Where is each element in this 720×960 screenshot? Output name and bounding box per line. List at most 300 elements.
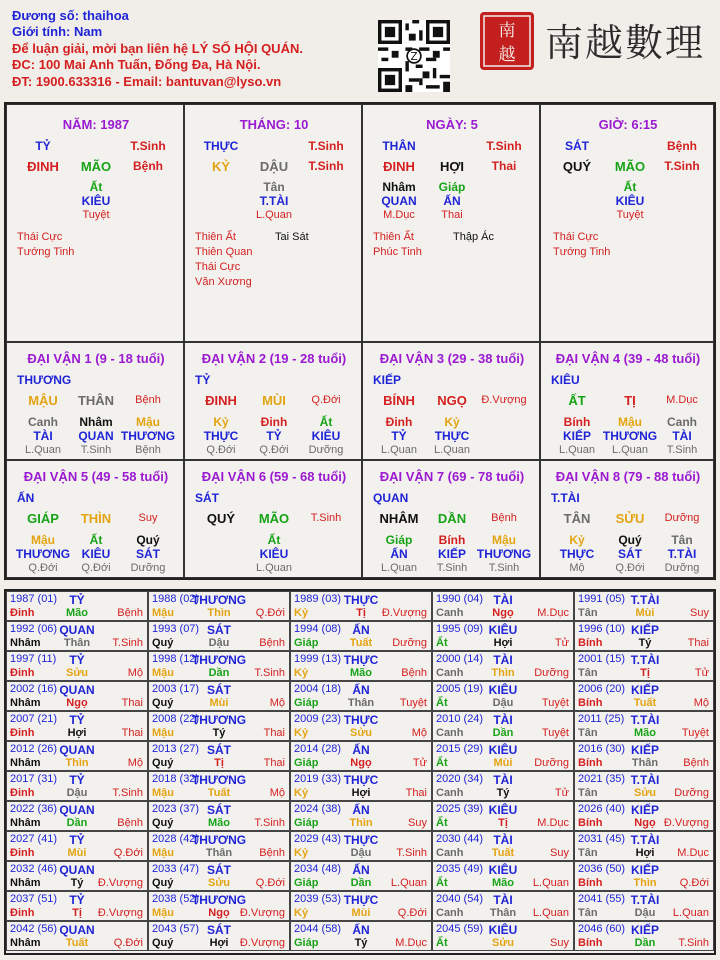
year-stem: Giáp bbox=[294, 877, 319, 889]
year-label: 2009 (23) bbox=[294, 713, 342, 725]
luck-period-can: NHÂM bbox=[379, 511, 419, 526]
year-label: 2001 (15) bbox=[578, 653, 626, 665]
year-cell[interactable] bbox=[432, 831, 574, 861]
pillar-note: Thiên Quan bbox=[195, 246, 253, 258]
year-stem: Mậu bbox=[152, 607, 174, 619]
year-stem: Ất bbox=[436, 937, 448, 949]
year-star: KIÊU bbox=[488, 743, 518, 757]
luck-period-title: ĐẠI VẬN 2 (19 - 28 tuổi) bbox=[201, 351, 347, 366]
luck-period-can: QUÝ bbox=[206, 511, 236, 526]
year-stem: Ất bbox=[436, 637, 448, 649]
year-stem: Ất bbox=[436, 697, 448, 709]
year-branch: Mão bbox=[634, 727, 656, 739]
pillar-note: Phúc Tinh bbox=[373, 246, 422, 258]
year-stem: Mậu bbox=[152, 907, 174, 919]
year-label: 2012 (26) bbox=[10, 743, 58, 755]
year-star: QUAN bbox=[59, 623, 95, 637]
year-cell[interactable] bbox=[290, 651, 432, 681]
pillar-note: Tướng Tinh bbox=[17, 246, 75, 258]
year-star: THỰC bbox=[343, 833, 379, 847]
hidden-star: KIẾP bbox=[562, 429, 592, 443]
year-branch: Mão bbox=[208, 817, 230, 829]
year-stem: Quý bbox=[152, 937, 174, 949]
year-stem: Bính bbox=[578, 817, 603, 829]
hidden-stem: Ất bbox=[623, 180, 637, 194]
year-label: 2035 (49) bbox=[436, 863, 484, 875]
year-cell[interactable] bbox=[290, 591, 432, 621]
hidden-stem: Quý bbox=[618, 533, 642, 547]
year-stem: Mậu bbox=[152, 727, 174, 739]
qr-code-icon[interactable] bbox=[378, 20, 450, 92]
hidden-stage: Dưỡng bbox=[308, 444, 344, 456]
year-cell[interactable] bbox=[290, 801, 432, 831]
hidden-stem: Mậu bbox=[618, 415, 642, 429]
year-star: KIẾP bbox=[630, 863, 660, 877]
year-stage: Tử bbox=[554, 787, 569, 799]
year-label: 1997 (11) bbox=[10, 653, 57, 665]
year-star: KIẾP bbox=[630, 623, 660, 637]
year-cell[interactable] bbox=[148, 861, 290, 891]
year-stage: Q.Đới bbox=[255, 607, 285, 619]
year-stage: Dưỡng bbox=[674, 787, 709, 799]
year-star: TÀI bbox=[493, 833, 513, 847]
hidden-star: TỶ bbox=[391, 429, 407, 443]
pillar-chi: MÃO bbox=[80, 159, 112, 174]
annual-years-grid bbox=[4, 589, 716, 955]
hidden-stem: Nhâm bbox=[79, 415, 113, 429]
pillar-stage-top: Bệnh bbox=[667, 139, 697, 153]
year-label: 2043 (57) bbox=[152, 923, 200, 935]
hidden-stem: Mậu bbox=[492, 533, 516, 547]
pillar-note: Tướng Tinh bbox=[553, 246, 611, 258]
hidden-star: THƯƠNG bbox=[15, 547, 71, 561]
luck-period-5[interactable] bbox=[6, 460, 184, 578]
year-stage: Bệnh bbox=[683, 757, 709, 769]
year-star: THƯƠNG bbox=[191, 893, 247, 907]
year-label: 2025 (39) bbox=[436, 803, 484, 815]
year-stage: Bệnh bbox=[401, 667, 427, 679]
luck-period-can: TÂN bbox=[563, 511, 591, 526]
year-cell[interactable] bbox=[6, 921, 148, 951]
pillar-note: Thiên Ất bbox=[195, 231, 236, 243]
year-cell[interactable] bbox=[432, 621, 574, 651]
luck-period-chi: SỬU bbox=[615, 511, 645, 526]
year-cell[interactable] bbox=[148, 801, 290, 831]
pillar-chi: DẬU bbox=[259, 159, 289, 174]
year-cell[interactable] bbox=[574, 711, 714, 741]
year-cell[interactable] bbox=[148, 711, 290, 741]
hidden-star: SÁT bbox=[618, 547, 642, 561]
year-cell[interactable] bbox=[148, 921, 290, 951]
year-star: T.TÀI bbox=[630, 773, 660, 787]
year-label: 2037 (51) bbox=[10, 893, 58, 905]
year-label: 2015 (29) bbox=[436, 743, 484, 755]
luck-period-2[interactable] bbox=[184, 342, 362, 460]
pillar-can: ĐINH bbox=[383, 159, 415, 174]
luck-period-7[interactable] bbox=[362, 460, 540, 578]
year-stem: Đinh bbox=[10, 847, 35, 859]
svg-text:Z: Z bbox=[410, 50, 418, 63]
year-cell[interactable] bbox=[290, 831, 432, 861]
year-star: THỰC bbox=[343, 713, 379, 727]
luck-period-stage: Đ.Vượng bbox=[481, 394, 527, 406]
pillar-chi: HỢI bbox=[439, 159, 465, 174]
year-cell[interactable] bbox=[6, 651, 148, 681]
year-stage: Thai bbox=[405, 787, 427, 799]
gender-label: Giới tính: bbox=[12, 24, 71, 40]
name-label: Đương số: bbox=[12, 8, 80, 23]
luck-period-stage: Q.Đới bbox=[311, 394, 341, 406]
year-star: SÁT bbox=[207, 683, 231, 697]
year-star: KIÊU bbox=[488, 923, 518, 937]
year-stage: M.Dục bbox=[395, 937, 427, 949]
year-stage: T.Sinh bbox=[112, 787, 143, 799]
year-stem: Kỷ bbox=[294, 787, 309, 799]
year-cell[interactable] bbox=[574, 891, 714, 921]
year-branch: Tị bbox=[356, 607, 366, 619]
year-star: QUAN bbox=[59, 863, 95, 877]
hidden-star: SÁT bbox=[136, 547, 160, 561]
year-stem: Canh bbox=[436, 787, 464, 799]
luck-period-title: ĐẠI VẬN 4 (39 - 48 tuổi) bbox=[555, 351, 701, 366]
hidden-stage: Tuyệt bbox=[616, 209, 644, 221]
year-cell[interactable] bbox=[6, 621, 148, 651]
year-cell[interactable] bbox=[432, 681, 574, 711]
year-branch: Tý bbox=[354, 937, 368, 949]
year-cell[interactable] bbox=[6, 591, 148, 621]
year-stem: Canh bbox=[436, 847, 464, 859]
year-stage: Mộ bbox=[127, 757, 143, 769]
year-stem: Nhâm bbox=[10, 637, 41, 649]
hidden-stem: Giáp bbox=[385, 533, 413, 547]
year-cell[interactable] bbox=[6, 771, 148, 801]
year-stem: Nhâm bbox=[10, 757, 41, 769]
pillar-note: Thái Cực bbox=[195, 261, 241, 273]
year-cell[interactable] bbox=[6, 711, 148, 741]
year-star: T.TÀI bbox=[630, 893, 660, 907]
year-cell[interactable] bbox=[574, 741, 714, 771]
pillar-stage-top: T.Sinh bbox=[308, 139, 344, 153]
year-cell[interactable] bbox=[574, 801, 714, 831]
year-cell[interactable] bbox=[6, 741, 148, 771]
year-stem: Ất bbox=[436, 757, 448, 769]
hidden-stage: Bệnh bbox=[135, 444, 161, 456]
year-stem: Giáp bbox=[294, 637, 319, 649]
luck-period-6[interactable] bbox=[184, 460, 362, 578]
luck-period-8[interactable] bbox=[540, 460, 714, 578]
year-stem: Tân bbox=[578, 727, 598, 739]
year-stem: Ất bbox=[436, 877, 448, 889]
year-cell[interactable] bbox=[6, 861, 148, 891]
luck-period-can: GIÁP bbox=[27, 511, 59, 526]
hidden-stage: L.Quan bbox=[433, 444, 471, 456]
year-label: 2006 (20) bbox=[578, 683, 626, 695]
year-label: 2038 (52) bbox=[152, 893, 200, 905]
year-cell[interactable] bbox=[148, 591, 290, 621]
hidden-stage: L.Quan bbox=[255, 209, 293, 221]
year-label: 2046 (60) bbox=[578, 923, 626, 935]
year-branch: Thân bbox=[63, 637, 91, 649]
hidden-star: THỰC bbox=[203, 429, 239, 443]
year-stage: Đ.Vượng bbox=[239, 937, 285, 949]
luck-period-chi: NGỌ bbox=[437, 393, 467, 408]
year-stem: Đinh bbox=[10, 607, 35, 619]
year-cell[interactable] bbox=[290, 711, 432, 741]
luck-period-can: BÍNH bbox=[383, 393, 415, 408]
year-label: 2041 (55) bbox=[578, 893, 626, 905]
pillar-stage: Bệnh bbox=[133, 159, 163, 173]
year-cell[interactable] bbox=[432, 771, 574, 801]
pillar-star: SÁT bbox=[565, 139, 589, 153]
year-stem: Tân bbox=[578, 847, 598, 859]
year-stage: Mộ bbox=[269, 787, 285, 799]
year-star: KIÊU bbox=[488, 683, 518, 697]
pillar-year[interactable] bbox=[6, 104, 184, 342]
hidden-star: KIẾP bbox=[437, 547, 467, 561]
year-stage: L.Quan bbox=[532, 877, 569, 889]
year-cell[interactable] bbox=[290, 741, 432, 771]
year-stem: Bính bbox=[578, 757, 603, 769]
year-cell[interactable] bbox=[148, 771, 290, 801]
year-stem: Canh bbox=[436, 907, 464, 919]
year-branch: Mùi bbox=[209, 697, 229, 709]
year-stem: Giáp bbox=[294, 757, 319, 769]
gender-value: Nam bbox=[73, 24, 103, 40]
year-branch: Sửu bbox=[491, 937, 515, 949]
hidden-stem: Kỷ bbox=[569, 533, 585, 547]
year-cell[interactable] bbox=[432, 741, 574, 771]
year-star: ẤN bbox=[352, 923, 370, 937]
year-cell[interactable] bbox=[574, 771, 714, 801]
year-branch: Thìn bbox=[349, 817, 373, 829]
luck-period-chi: THÂN bbox=[77, 393, 115, 408]
year-star: SÁT bbox=[207, 743, 231, 757]
year-stage: Suy bbox=[550, 847, 569, 859]
year-cell[interactable] bbox=[6, 681, 148, 711]
year-cell[interactable] bbox=[574, 621, 714, 651]
year-star: THƯƠNG bbox=[191, 653, 247, 667]
year-stem: Quý bbox=[152, 817, 174, 829]
year-star: ẤN bbox=[352, 683, 370, 697]
year-label: 1993 (07) bbox=[152, 623, 200, 635]
year-cell[interactable] bbox=[574, 861, 714, 891]
luck-period-title: ĐẠI VẬN 7 (69 - 78 tuổi) bbox=[379, 469, 525, 484]
hidden-stem: Ất bbox=[89, 180, 103, 194]
year-stage: Q.Đới bbox=[113, 937, 143, 949]
year-stage: Dưỡng bbox=[534, 757, 569, 769]
year-branch: Hợi bbox=[493, 637, 513, 649]
year-label: 1990 (04) bbox=[436, 593, 484, 605]
luck-period-chi: MÃO bbox=[258, 511, 290, 526]
year-cell[interactable] bbox=[148, 621, 290, 651]
year-star: KIẾP bbox=[630, 803, 660, 817]
year-branch: Hợi bbox=[67, 727, 87, 739]
hidden-stage: Q.Đới bbox=[259, 444, 289, 456]
year-stem: Kỷ bbox=[294, 907, 309, 919]
year-label: 2011 (25) bbox=[578, 713, 625, 725]
year-cell[interactable] bbox=[432, 861, 574, 891]
year-stage: Suy bbox=[550, 937, 569, 949]
year-cell[interactable] bbox=[574, 831, 714, 861]
hidden-stem: Canh bbox=[667, 415, 697, 429]
year-label: 2003 (17) bbox=[152, 683, 200, 695]
year-cell[interactable] bbox=[574, 591, 714, 621]
year-cell[interactable] bbox=[574, 681, 714, 711]
year-stage: Thai bbox=[687, 637, 709, 649]
year-stage: Tuyệt bbox=[399, 697, 427, 709]
year-star: SÁT bbox=[207, 803, 231, 817]
pillar-title: NĂM: 1987 bbox=[62, 117, 130, 132]
year-star: ẤN bbox=[352, 743, 370, 757]
year-branch: Dần bbox=[350, 877, 372, 889]
luck-period-title: ĐẠI VẬN 5 (49 - 58 tuổi) bbox=[23, 469, 169, 484]
year-stem: Kỷ bbox=[294, 727, 309, 739]
year-branch: Tuất bbox=[633, 697, 657, 709]
luck-period-can: ẤT bbox=[568, 393, 586, 408]
year-label: 2008 (22) bbox=[152, 713, 200, 725]
pillar-month[interactable] bbox=[184, 104, 362, 342]
year-cell[interactable] bbox=[6, 831, 148, 861]
luck-period-title: ĐẠI VẬN 1 (9 - 18 tuổi) bbox=[27, 351, 165, 366]
year-cell[interactable] bbox=[6, 891, 148, 921]
year-stem: Bính bbox=[578, 937, 603, 949]
year-cell[interactable] bbox=[148, 831, 290, 861]
year-branch: Tị bbox=[214, 757, 224, 769]
year-star: TÀI bbox=[493, 773, 513, 787]
pillar-note: Thiên Ất bbox=[373, 231, 414, 243]
year-label: 2010 (24) bbox=[436, 713, 484, 725]
hidden-star: T.TÀI bbox=[667, 547, 697, 561]
pillar-star: TỶ bbox=[35, 139, 51, 153]
year-star: KIẾP bbox=[630, 683, 660, 697]
year-stem: Kỷ bbox=[294, 847, 309, 859]
pillar-day[interactable] bbox=[362, 104, 540, 342]
year-cell[interactable] bbox=[148, 681, 290, 711]
year-label: 2039 (53) bbox=[294, 893, 342, 905]
year-branch: Mùi bbox=[635, 607, 655, 619]
seal-char-2: 越 bbox=[498, 45, 516, 65]
year-stage: Q.Đới bbox=[397, 907, 427, 919]
pillar-note: Thái Cực bbox=[17, 231, 63, 243]
year-stage: L.Quan bbox=[532, 907, 569, 919]
year-branch: Tuất bbox=[491, 847, 515, 859]
year-stem: Đinh bbox=[10, 787, 35, 799]
luck-period-3[interactable] bbox=[362, 342, 540, 460]
pillar-hour[interactable] bbox=[540, 104, 714, 342]
year-label: 2013 (27) bbox=[152, 743, 200, 755]
hidden-stem: Bính bbox=[438, 533, 466, 547]
luck-period-1[interactable] bbox=[6, 342, 184, 460]
hidden-stem: Ất bbox=[319, 415, 333, 429]
year-cell[interactable] bbox=[290, 891, 432, 921]
luck-period-can: MẬU bbox=[28, 393, 58, 408]
luck-period-star: KIÊU bbox=[551, 373, 580, 387]
year-stage: Tử bbox=[412, 757, 427, 769]
year-stage: Tử bbox=[554, 637, 569, 649]
year-star: KIÊU bbox=[488, 863, 518, 877]
hidden-stage: T.Sinh bbox=[666, 444, 698, 456]
year-branch: Dậu bbox=[66, 787, 88, 799]
year-cell[interactable] bbox=[148, 891, 290, 921]
year-label: 1998 (12) bbox=[152, 653, 200, 665]
year-label: 2036 (50) bbox=[578, 863, 626, 875]
pillar-stage-top: T.Sinh bbox=[130, 139, 166, 153]
year-cell[interactable] bbox=[432, 711, 574, 741]
year-stage: Mộ bbox=[411, 727, 427, 739]
year-label: 2000 (14) bbox=[436, 653, 484, 665]
year-branch: Thân bbox=[489, 907, 517, 919]
hidden-star: THỰC bbox=[559, 547, 595, 561]
pillar-chi: MÃO bbox=[614, 159, 646, 174]
year-star: KIÊU bbox=[488, 803, 518, 817]
year-stem: Kỷ bbox=[294, 667, 309, 679]
year-cell[interactable] bbox=[290, 861, 432, 891]
year-branch: Dần bbox=[634, 937, 656, 949]
year-stem: Nhâm bbox=[10, 877, 41, 889]
year-cell[interactable] bbox=[290, 621, 432, 651]
year-star: QUAN bbox=[59, 743, 95, 757]
year-cell[interactable] bbox=[432, 651, 574, 681]
year-stage: T.Sinh bbox=[254, 817, 285, 829]
year-branch: Thìn bbox=[65, 757, 89, 769]
hidden-stage: T.Sinh bbox=[80, 444, 112, 456]
year-cell[interactable] bbox=[574, 651, 714, 681]
year-star: THƯƠNG bbox=[191, 773, 247, 787]
year-label: 2030 (44) bbox=[436, 833, 484, 845]
year-branch: Thìn bbox=[207, 607, 231, 619]
year-cell[interactable] bbox=[432, 891, 574, 921]
year-cell[interactable] bbox=[432, 801, 574, 831]
year-cell[interactable] bbox=[290, 771, 432, 801]
year-label: 2029 (43) bbox=[294, 833, 342, 845]
year-stage: Thai bbox=[263, 727, 285, 739]
luck-period-4[interactable] bbox=[540, 342, 714, 460]
pillar-star: THÂN bbox=[382, 139, 416, 153]
year-branch: Hợi bbox=[351, 787, 371, 799]
year-branch: Thân bbox=[347, 697, 375, 709]
year-stage: Mộ bbox=[693, 697, 709, 709]
year-star: THỰC bbox=[343, 773, 379, 787]
hidden-star: T.TÀI bbox=[259, 194, 289, 208]
year-cell[interactable] bbox=[290, 681, 432, 711]
year-cell[interactable] bbox=[290, 921, 432, 951]
year-stem: Nhâm bbox=[10, 817, 41, 829]
year-cell[interactable] bbox=[432, 591, 574, 621]
luck-period-star: TỶ bbox=[195, 373, 211, 387]
year-cell[interactable] bbox=[6, 801, 148, 831]
year-cell[interactable] bbox=[574, 921, 714, 951]
year-stage: Thai bbox=[121, 697, 143, 709]
hidden-star: QUAN bbox=[381, 194, 417, 208]
year-cell[interactable] bbox=[432, 921, 574, 951]
year-branch: Mão bbox=[350, 667, 372, 679]
profile-header bbox=[12, 8, 303, 90]
luck-period-stage: Bệnh bbox=[491, 512, 517, 524]
year-stage: Đ.Vượng bbox=[663, 817, 709, 829]
year-cell[interactable] bbox=[148, 651, 290, 681]
year-stem: Giáp bbox=[294, 817, 319, 829]
year-cell[interactable] bbox=[148, 741, 290, 771]
year-label: 2005 (19) bbox=[436, 683, 484, 695]
hidden-stage: L.Quan bbox=[380, 444, 418, 456]
year-label: 2026 (40) bbox=[578, 803, 626, 815]
luck-period-star: T.TÀI bbox=[551, 491, 580, 505]
hidden-stage: L.Quan bbox=[611, 444, 649, 456]
year-star: THỰC bbox=[343, 593, 379, 607]
year-branch: Sửu bbox=[633, 787, 657, 799]
year-label: 2022 (36) bbox=[10, 803, 58, 815]
year-stage: M.Dục bbox=[677, 847, 709, 859]
